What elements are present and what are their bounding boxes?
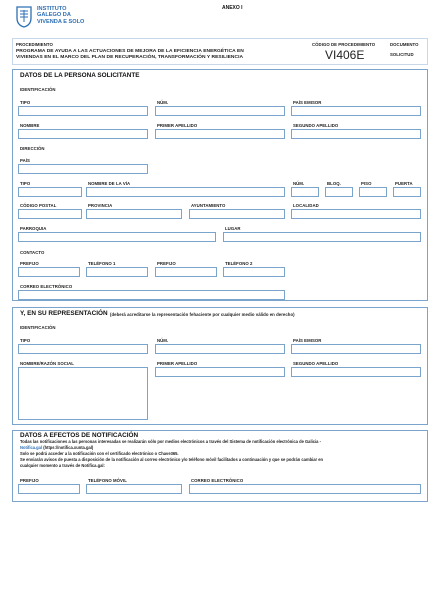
procedure-label: PROCEDIMIENTO	[16, 42, 53, 47]
notifica-link[interactable]: Notifica.gal	[20, 445, 43, 450]
notification-line-1: Todas las notificaciones a las personas interesadas se realizarán sólo por medios electrónicos a través del Sistema de notificación electrónica de Galicia -	[20, 439, 321, 444]
lugar-field[interactable]	[223, 232, 421, 242]
localidad-label: LOCALIDAD	[293, 203, 319, 208]
codigo-postal-field[interactable]	[18, 209, 82, 219]
rep-razon-social-field[interactable]	[18, 367, 148, 420]
segundo-apellido-field[interactable]	[291, 129, 421, 139]
representative-subtitle: (deberá acreditarse la representación fehaciente por cualquier medio válido en derecho)	[110, 312, 295, 317]
ayuntamiento-field[interactable]	[189, 209, 285, 219]
notif-correo-field[interactable]	[189, 484, 421, 494]
telefono-2-label: TELÉFONO 2	[225, 261, 253, 266]
prefijo-2-label: PREFIJO	[157, 261, 176, 266]
pais-emisor-label: PAÍS EMISOR	[293, 100, 322, 105]
notification-line-3: Solo se podrá acceder a la notificación con el certificado electrónico o Chave365.	[20, 451, 179, 456]
procedure-title-1: PROGRAMA DE AYUDA A LAS ACTUACIONES DE MEJORA DE LA EFICIENCIA ENERGÉTICA EN	[16, 49, 244, 54]
document-value: SOLICITUD	[390, 52, 414, 57]
notif-correo-label: CORREO ELECTRÓNICO	[191, 478, 244, 483]
nombre-label: NOMBRE	[20, 123, 40, 128]
notifica-url: (https://notifica.xunta.gal)	[42, 445, 94, 450]
notif-prefijo-field[interactable]	[18, 484, 80, 494]
procedure-code-value: VI406E	[325, 48, 365, 62]
representative-section-title: Y, EN SU REPRESENTACIÓN	[20, 310, 108, 317]
provincia-label: PROVINCIA	[88, 203, 113, 208]
nombre-via-label: NOMBRE DE LA VÍA	[88, 181, 131, 186]
rep-pais-emisor-field[interactable]	[291, 344, 421, 354]
applicant-section-title: DATOS DE LA PERSONA SOLICITANTE	[20, 72, 140, 79]
notification-section-title: DATOS A EFECTOS DE NOTIFICACIÓN	[20, 432, 139, 439]
rep-num-field[interactable]	[155, 344, 285, 354]
notification-line-5: cualquier momento a través de Notifica.gal:	[20, 463, 105, 468]
pais-field[interactable]	[18, 164, 148, 174]
rep-tipo-label: TIPO	[20, 338, 31, 343]
lugar-label: LUGAR	[225, 226, 241, 231]
pais-emisor-field[interactable]	[291, 106, 421, 116]
prefijo-1-field[interactable]	[18, 267, 80, 277]
notif-telefono-movil-field[interactable]	[86, 484, 182, 494]
num-label: NÚM.	[157, 100, 169, 105]
piso-field[interactable]	[359, 187, 387, 197]
rep-identification-heading: IDENTIFICACIÓN	[20, 325, 56, 330]
telefono-2-field[interactable]	[223, 267, 285, 277]
notif-prefijo-label: PREFIJO	[20, 478, 39, 483]
rep-segundo-apellido-field[interactable]	[291, 367, 421, 377]
telefono-1-field[interactable]	[86, 267, 148, 277]
primer-apellido-label: PRIMER APELLIDO	[157, 123, 198, 128]
provincia-field[interactable]	[86, 209, 182, 219]
piso-label: PISO	[361, 181, 372, 186]
tipo-label: TIPO	[20, 100, 31, 105]
document-label: DOCUMENTO	[390, 42, 419, 47]
rep-num-label: NÚM.	[157, 338, 169, 343]
rep-razon-social-label: NOMBRE/RAZÓN SOCIAL	[20, 361, 74, 366]
num-via-field[interactable]	[291, 187, 319, 197]
notification-line-2	[20, 445, 93, 450]
logo-line-2: GALEGO DA	[37, 12, 71, 19]
puerta-field[interactable]	[393, 187, 421, 197]
logo-line-1: INSTITUTO	[37, 6, 67, 12]
prefijo-1-label: PREFIJO	[20, 261, 39, 266]
tipo-via-field[interactable]	[18, 187, 82, 197]
nombre-field[interactable]	[18, 129, 148, 139]
logo-line-3: VIVENDA E SOLO	[37, 18, 85, 25]
primer-apellido-field[interactable]	[155, 129, 285, 139]
telefono-1-label: TELÉFONO 1	[88, 261, 116, 266]
tipo-field[interactable]	[18, 106, 148, 116]
prefijo-2-field[interactable]	[155, 267, 217, 277]
procedure-title-2: VIVIENDAS EN EL MARCO DEL PLAN DE RECUPERACIÓN, TRANSFORMACIÓN Y RESILIENCIA	[16, 55, 244, 60]
logo-emblem-icon	[15, 6, 33, 28]
parroquia-field[interactable]	[18, 232, 216, 242]
rep-segundo-apellido-label: SEGUNDO APELLIDO	[293, 361, 339, 366]
tipo-via-label: TIPO	[20, 181, 31, 186]
parroquia-label: PARROQUIA	[20, 226, 47, 231]
num-via-label: NÚM.	[293, 181, 305, 186]
bloq-field[interactable]	[325, 187, 353, 197]
codigo-postal-label: CÓDIGO POSTAL	[20, 203, 57, 208]
procedure-code-label: CÓDIGO DE PROCEDIMIENTO	[312, 42, 376, 47]
notif-telefono-movil-label: TELÉFONO MÓVIL	[88, 478, 127, 483]
contact-heading: CONTACTO	[20, 250, 45, 255]
ayuntamiento-label: AYUNTAMIENTO	[191, 203, 226, 208]
rep-tipo-field[interactable]	[18, 344, 148, 354]
logo	[15, 5, 95, 31]
num-field[interactable]	[155, 106, 285, 116]
puerta-label: PUERTA	[395, 181, 413, 186]
localidad-field[interactable]	[291, 209, 421, 219]
correo-label: CORREO ELECTRÓNICO	[20, 284, 73, 289]
correo-field[interactable]	[18, 290, 285, 300]
nombre-via-field[interactable]	[86, 187, 285, 197]
address-heading: DIRECCIÓN	[20, 146, 45, 151]
rep-primer-apellido-label: PRIMER APELLIDO	[157, 361, 198, 366]
notification-line-4: Se enviarán avisos de puesta a disposición de la notificación al correo electrónico y/o teléfono móvil facilitados a continuación y que se podrán cambiar en	[20, 457, 324, 462]
bloq-label: BLOQ.	[327, 181, 341, 186]
identification-heading: IDENTIFICACIÓN	[20, 87, 56, 92]
annex-title: ANEXO I	[222, 5, 243, 11]
segundo-apellido-label: SEGUNDO APELLIDO	[293, 123, 339, 128]
rep-pais-emisor-label: PAÍS EMISOR	[293, 338, 322, 343]
rep-primer-apellido-field[interactable]	[155, 367, 285, 377]
pais-label: PAÍS	[20, 158, 30, 163]
